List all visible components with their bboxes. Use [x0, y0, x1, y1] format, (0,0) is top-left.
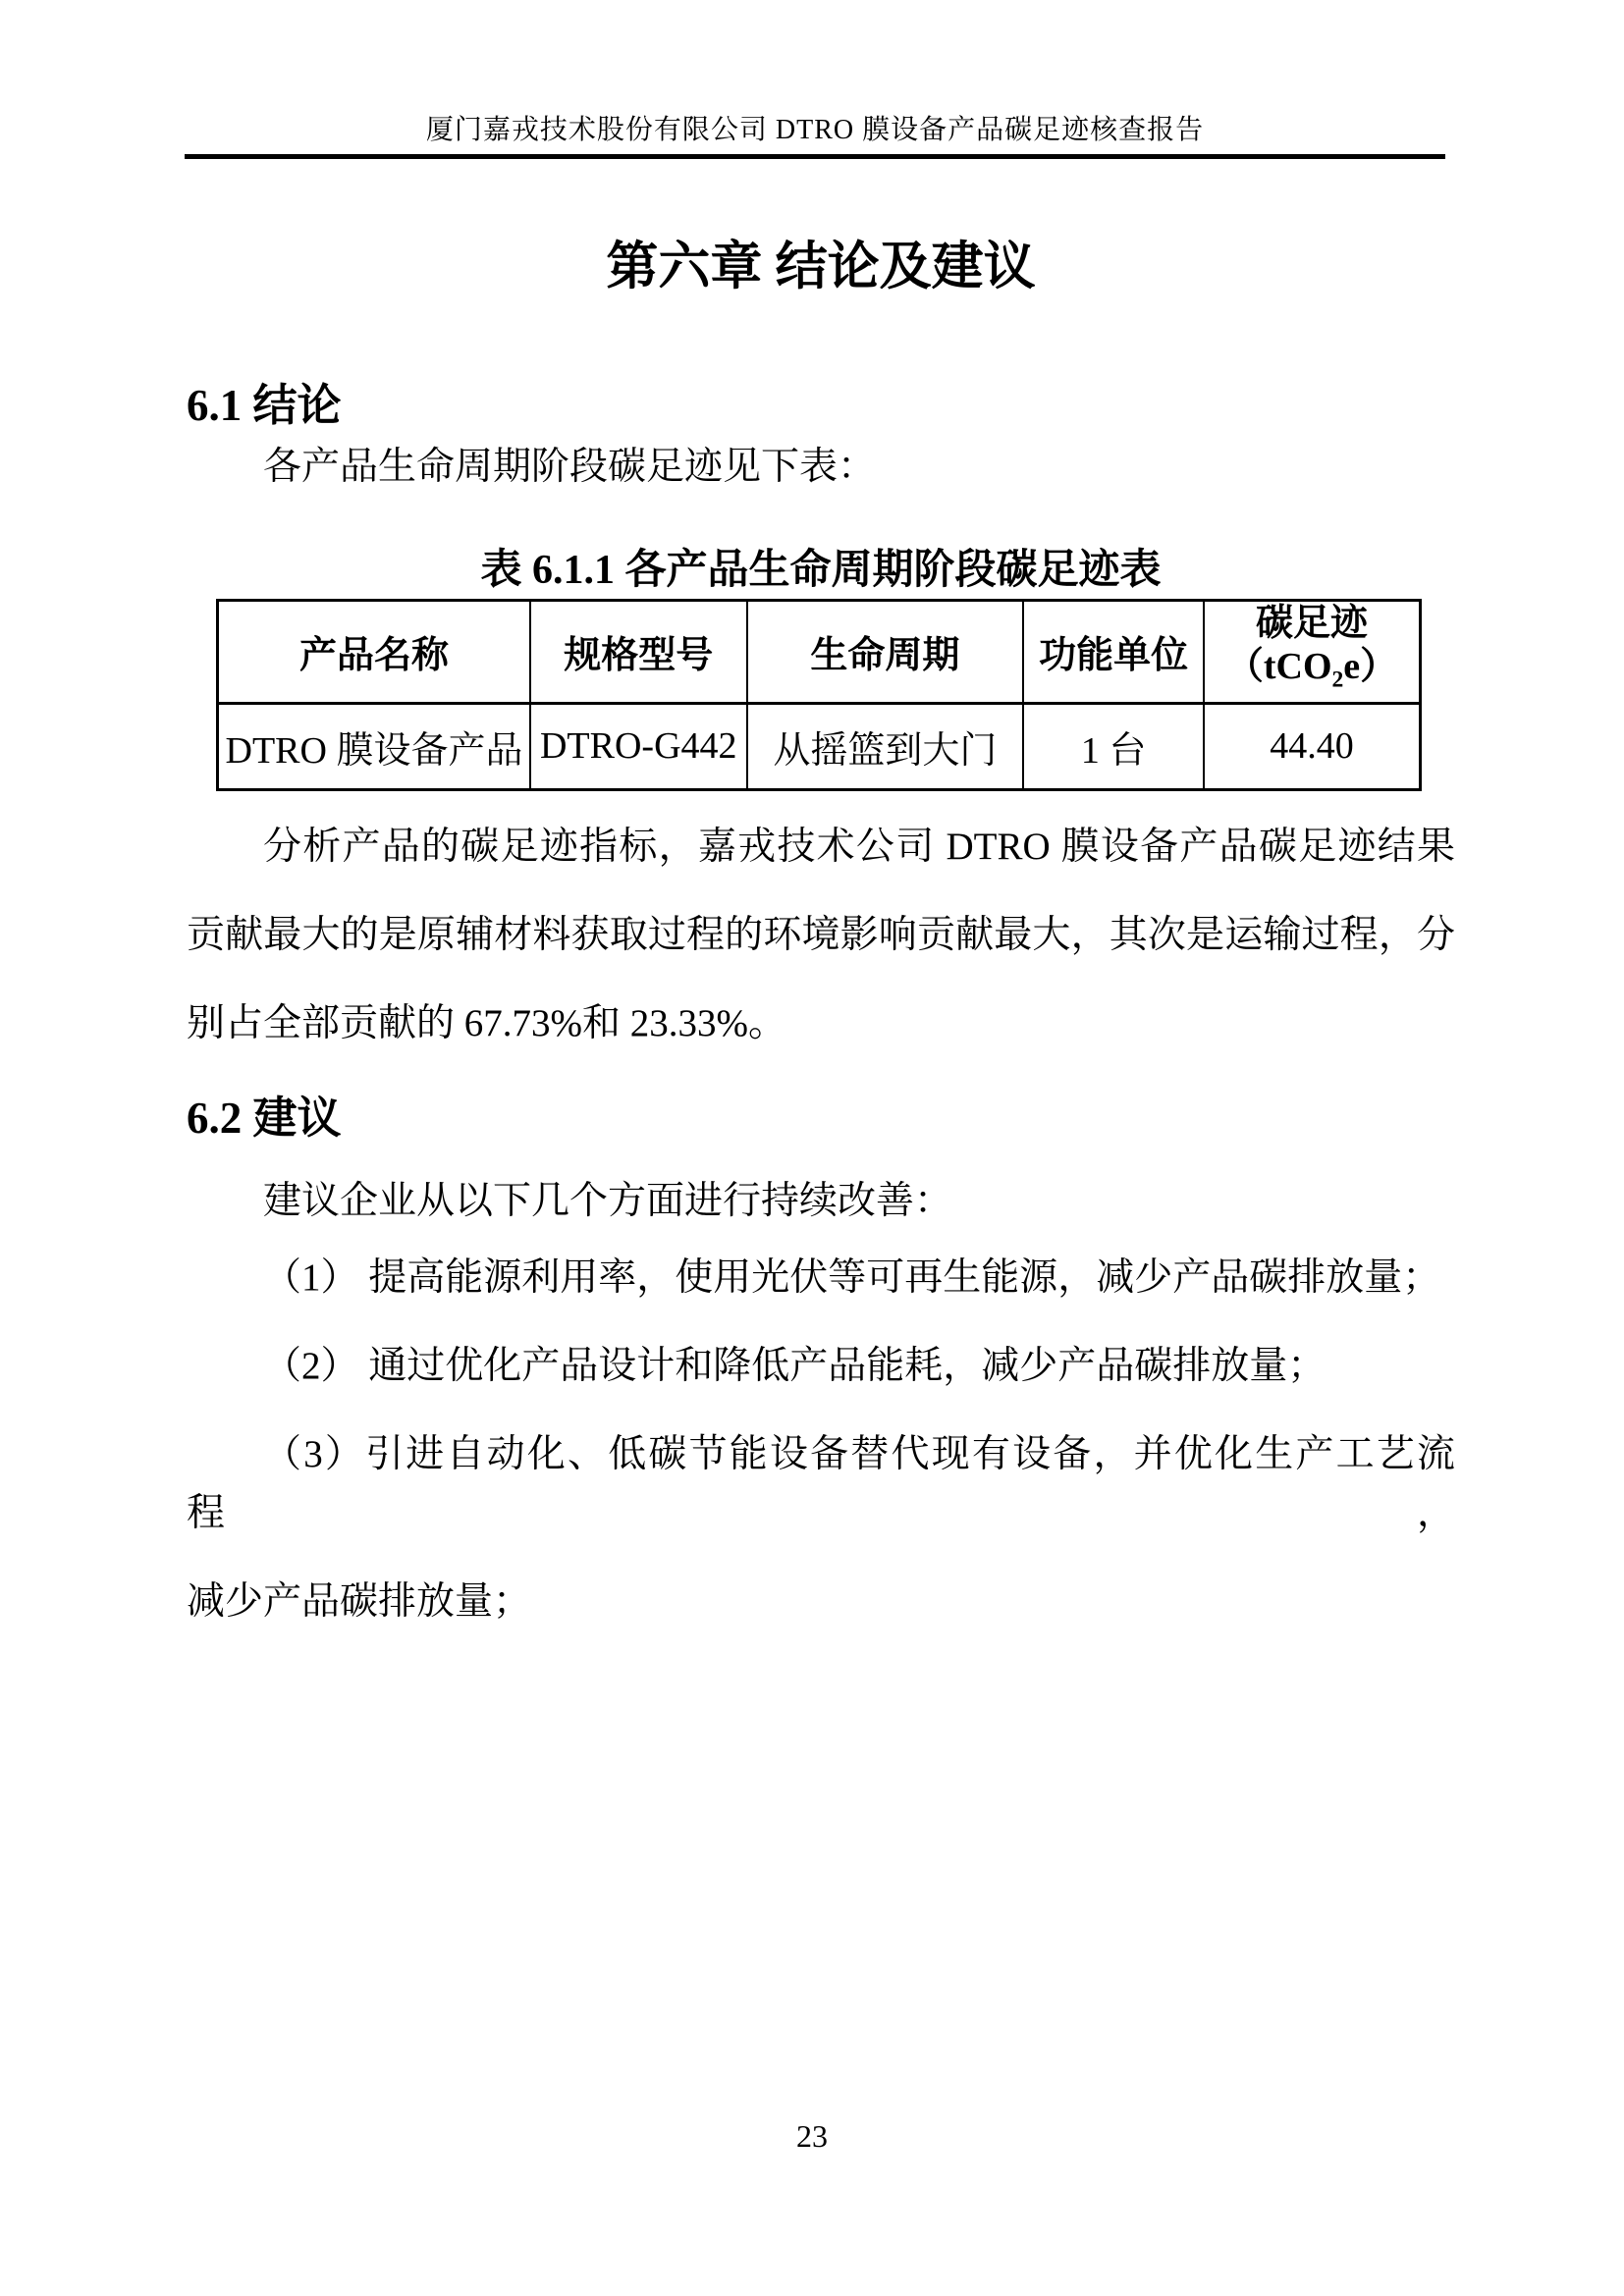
recommendation-item-1: （1） 提高能源利用率，使用光伏等可再生能源，减少产品碳排放量； [263, 1255, 1441, 1299]
cell-model: DTRO-G442 [530, 703, 747, 789]
cell-lifecycle: 从摇篮到大门 [747, 703, 1024, 789]
col-header-footprint [1204, 601, 1421, 704]
header-divider [185, 154, 1445, 159]
unit-suffix: e） [1343, 646, 1398, 687]
section-6-2-intro: 建议企业从以下几个方面进行持续改善： [263, 1179, 953, 1222]
document-header [185, 0, 1445, 159]
recommendation-item-2: （2） 通过优化产品设计和降低产品能耗，减少产品碳排放量； [263, 1344, 1326, 1387]
cell-functional-unit: 1 台 [1023, 703, 1204, 789]
col-header-product: 产品名称 [218, 601, 531, 704]
col-header-lifecycle: 生命周期 [747, 601, 1024, 704]
col-header-footprint-unit [1209, 645, 1415, 702]
cell-footprint: 44.40 [1204, 703, 1421, 789]
table-caption: 表 6.1.1 各产品生命周期阶段碳足迹表 [480, 548, 1162, 593]
analysis-line-2: 贡献最大的是原辅材料获取过程的环境影响贡献最大，其次是运输过程，分 [187, 913, 1455, 956]
chapter-title: 第六章 结论及建议 [606, 239, 1036, 295]
footprint-table [216, 599, 1422, 791]
header-row [218, 601, 1421, 704]
document-header-title: 厦门嘉戎技术股份有限公司 DTRO 膜设备产品碳足迹核查报告 [425, 115, 1205, 145]
unit-prefix: （tCO [1225, 646, 1332, 687]
page-number: 23 [796, 2118, 828, 2154]
unit-subscript: 2 [1331, 667, 1344, 693]
section-6-1-intro: 各产品生命周期阶段碳足迹见下表： [263, 446, 877, 488]
col-header-model: 规格型号 [530, 601, 747, 704]
analysis-paragraph [187, 803, 1455, 1068]
col-header-footprint-label: 碳足迹 [1255, 603, 1368, 644]
footprint-table-body [218, 703, 1421, 789]
section-heading-6-1: 6.1 结论 [187, 381, 342, 430]
analysis-line-3: 别占全部贡献的 67.73%和 23.33%。 [187, 1001, 786, 1044]
cell-product: DTRO 膜设备产品 [218, 703, 531, 789]
recommendation-item-3-line-2: 减少产品碳排放量； [187, 1579, 532, 1623]
recommendation-item-3-line-1: （3）引进自动化、低碳节能设备替代现有设备，并优化生产工艺流程， [187, 1432, 1455, 1534]
page-content [0, 236, 1624, 1631]
table-row [218, 703, 1421, 789]
col-header-functional-unit: 功能单位 [1023, 601, 1204, 704]
footprint-table-header [218, 601, 1421, 704]
analysis-line-1: 分析产品的碳足迹指标，嘉戎技术公司 DTRO 膜设备产品碳足迹结果 [263, 825, 1455, 868]
section-heading-6-2: 6.2 建议 [187, 1093, 342, 1143]
